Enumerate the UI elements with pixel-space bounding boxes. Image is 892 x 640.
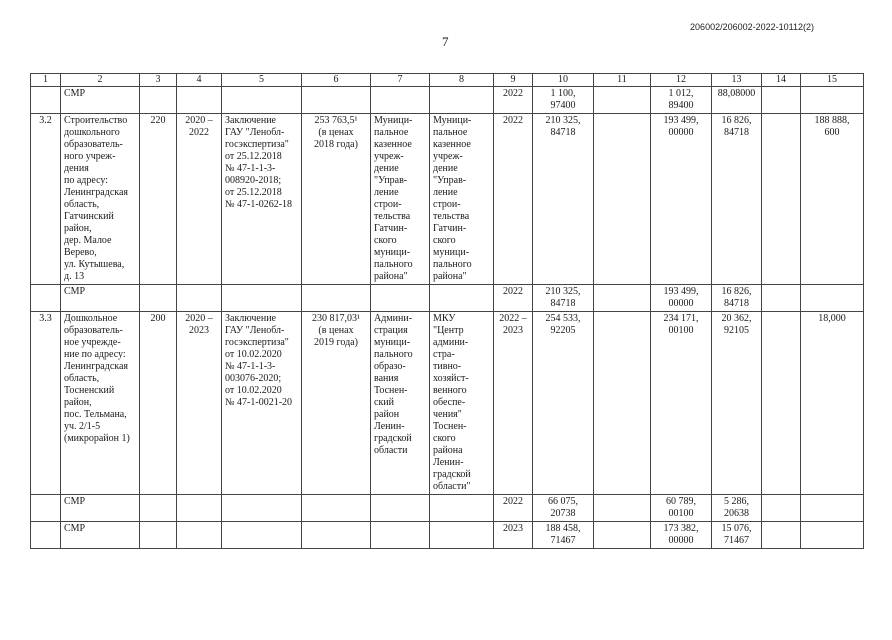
table-cell-c7 <box>371 495 430 522</box>
table-cell-c15 <box>801 285 864 312</box>
table-cell-c8 <box>430 285 494 312</box>
column-number: 5 <box>222 74 302 87</box>
table-cell-c14 <box>762 312 801 495</box>
smr-row <box>31 87 864 114</box>
table-cell-c10: 210 325, 84718 <box>533 114 594 285</box>
table-cell-c10: 188 458, 71467 <box>533 522 594 549</box>
column-number: 4 <box>177 74 222 87</box>
table-cell-c3: 220 <box>140 114 177 285</box>
table-cell-c4 <box>177 495 222 522</box>
table-cell-c14 <box>762 522 801 549</box>
table-cell-c1: 3.3 <box>31 312 61 495</box>
table-cell-c13: 5 286, 20638 <box>712 495 762 522</box>
table-cell-c8 <box>430 522 494 549</box>
table-cell-c1 <box>31 522 61 549</box>
column-number: 7 <box>371 74 430 87</box>
table-cell-c6 <box>302 495 371 522</box>
column-number: 13 <box>712 74 762 87</box>
table-cell-c1 <box>31 285 61 312</box>
table-cell-c4: 2020 – 2023 <box>177 312 222 495</box>
table-cell-c6 <box>302 87 371 114</box>
table-cell-c11 <box>594 87 651 114</box>
column-number: 9 <box>494 74 533 87</box>
table-cell-c15: 188 888, 600 <box>801 114 864 285</box>
program-table <box>30 73 864 549</box>
table-cell-c15 <box>801 87 864 114</box>
table-cell-c12: 1 012, 89400 <box>651 87 712 114</box>
table-cell-c10: 1 100, 97400 <box>533 87 594 114</box>
table-cell-c5 <box>222 285 302 312</box>
smr-row <box>31 285 864 312</box>
table-cell-c13: 16 826, 84718 <box>712 114 762 285</box>
table-cell-c9: 2022 <box>494 285 533 312</box>
table-cell-c12: 60 789, 00100 <box>651 495 712 522</box>
table-cell-c5 <box>222 495 302 522</box>
table-cell-c5: Заключение ГАУ "Ленобл- госэкспертиза" от 10.02.2020 № 47-1-1-3- 003076-2020; от 10.02.2020 № 47-1-0021-20 <box>222 312 302 495</box>
table-cell-c8 <box>430 495 494 522</box>
table-cell-c5 <box>222 87 302 114</box>
table-cell-c6 <box>302 522 371 549</box>
table-cell-c13: 15 076, 71467 <box>712 522 762 549</box>
table-cell-c14 <box>762 87 801 114</box>
table-cell-c2: Строительство дошкольного образователь- ного учреж- дения по адресу: Ленинградская область, Гатчинский район, дер. Малое Верево, ул. Кутышева, д. 13 <box>61 114 140 285</box>
table-cell-c2: СМР <box>61 87 140 114</box>
table-cell-c7 <box>371 285 430 312</box>
table-cell-c1 <box>31 495 61 522</box>
column-number: 15 <box>801 74 864 87</box>
table-cell-c7 <box>371 522 430 549</box>
table-cell-c6 <box>302 285 371 312</box>
table-cell-c11 <box>594 114 651 285</box>
table-cell-c8: МКУ "Центр админи- стра- тивно- хозяйст- венного обеспе- чения" Тоснен- ского района Ленин- градской области" <box>430 312 494 495</box>
table-cell-c2: Дошкольное образователь- ное учрежде- ние по адресу: Ленинградская область, Тосненский район, пос. Тельмана, уч. 2/1-5 (микрорайон 1) <box>61 312 140 495</box>
table-cell-c2: СМР <box>61 285 140 312</box>
table-cell-c6: 253 763,5¹ (в ценах 2018 года) <box>302 114 371 285</box>
table-cell-c9: 2022 – 2023 <box>494 312 533 495</box>
project-row <box>31 312 864 495</box>
page-number: 7 <box>442 34 449 49</box>
table-cell-c2: СМР <box>61 522 140 549</box>
column-number-row <box>31 74 864 87</box>
table-cell-c12: 234 171, 00100 <box>651 312 712 495</box>
table-cell-c3 <box>140 495 177 522</box>
table-cell-c3: 200 <box>140 312 177 495</box>
table-cell-c12: 173 382, 00000 <box>651 522 712 549</box>
column-number: 11 <box>594 74 651 87</box>
column-number: 2 <box>61 74 140 87</box>
table-cell-c12: 193 499, 00000 <box>651 285 712 312</box>
column-number: 1 <box>31 74 61 87</box>
table-cell-c9: 2022 <box>494 87 533 114</box>
table-cell-c11 <box>594 285 651 312</box>
table-cell-c11 <box>594 495 651 522</box>
column-number: 3 <box>140 74 177 87</box>
table-cell-c9: 2022 <box>494 114 533 285</box>
table-cell-c8: Муници- пальное казенное учреж- дение "Управ- ление строи- тельства Гатчин- ского муници- пального района" <box>430 114 494 285</box>
table-cell-c11 <box>594 522 651 549</box>
table-cell-c10: 66 075, 20738 <box>533 495 594 522</box>
table-cell-c14 <box>762 285 801 312</box>
table-cell-c5 <box>222 522 302 549</box>
table-cell-c10: 210 325, 84718 <box>533 285 594 312</box>
document-id: 206002/206002-2022-10112(2) <box>690 22 814 32</box>
table-cell-c7: Муници- пальное казенное учреж- дение "Управ- ление строи- тельства Гатчин- ского муници- пального района" <box>371 114 430 285</box>
table-cell-c4: 2020 – 2022 <box>177 114 222 285</box>
smr-row <box>31 522 864 549</box>
table-cell-c11 <box>594 312 651 495</box>
table-cell-c9: 2023 <box>494 522 533 549</box>
table-cell-c5: Заключение ГАУ "Ленобл- госэкспертиза" от 25.12.2018 № 47-1-1-3- 008920-2018; от 25.12.2018 № 47-1-0262-18 <box>222 114 302 285</box>
table-cell-c7: Админи- страция муници- пального образо- вания Тоснен- ский район Ленин- градской области <box>371 312 430 495</box>
column-number: 14 <box>762 74 801 87</box>
table-cell-c15 <box>801 522 864 549</box>
table-cell-c9: 2022 <box>494 495 533 522</box>
table-cell-c13: 16 826, 84718 <box>712 285 762 312</box>
table-cell-c6: 230 817,03¹ (в ценах 2019 года) <box>302 312 371 495</box>
table-cell-c4 <box>177 522 222 549</box>
table-cell-c3 <box>140 87 177 114</box>
table-cell-c15: 18,000 <box>801 312 864 495</box>
table-cell-c4 <box>177 285 222 312</box>
smr-row <box>31 495 864 522</box>
table-cell-c14 <box>762 495 801 522</box>
column-number: 12 <box>651 74 712 87</box>
table-cell-c8 <box>430 87 494 114</box>
table-cell-c4 <box>177 87 222 114</box>
table-cell-c7 <box>371 87 430 114</box>
table-cell-c3 <box>140 285 177 312</box>
table-cell-c3 <box>140 522 177 549</box>
table-cell-c1: 3.2 <box>31 114 61 285</box>
project-row <box>31 114 864 285</box>
column-number: 6 <box>302 74 371 87</box>
table-cell-c10: 254 533, 92205 <box>533 312 594 495</box>
column-number: 10 <box>533 74 594 87</box>
column-number: 8 <box>430 74 494 87</box>
table-cell-c1 <box>31 87 61 114</box>
table-cell-c15 <box>801 495 864 522</box>
table-cell-c2: СМР <box>61 495 140 522</box>
table-cell-c13: 88,08000 <box>712 87 762 114</box>
table-cell-c14 <box>762 114 801 285</box>
table-cell-c13: 20 362, 92105 <box>712 312 762 495</box>
table-cell-c12: 193 499, 00000 <box>651 114 712 285</box>
